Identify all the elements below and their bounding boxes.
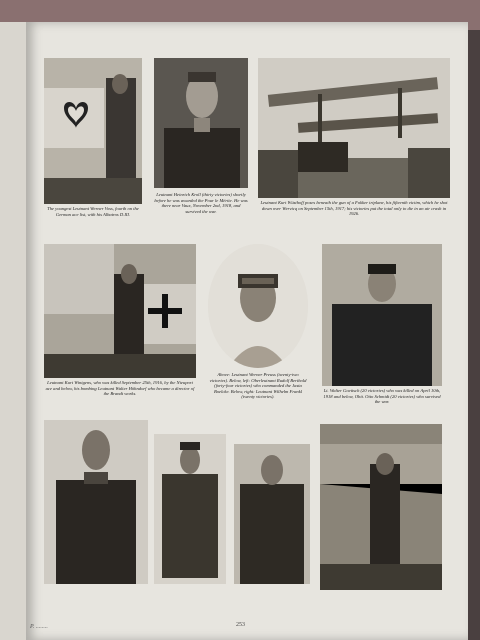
book-page [26,22,468,640]
photo-wintgens [44,244,196,378]
photo-voss-albatros [44,58,142,204]
photo-kroll [154,58,248,188]
photo-officer-2 [154,434,226,584]
caption-goettsch: Lt. Walter Goettsch (20 victories) who was killed on April 10th, 1918 and below, Obit. Otto Schmidt (20 victories) who survived the war. [323,388,441,405]
corner-mark: P. ........ [30,624,48,630]
photo-officer-1 [44,420,148,584]
photo-preuss-portrait [208,244,308,368]
caption-preuss: Above: Leutnant Werner Preuss (twenty-two victories). Below, left: Oberleutnant Rudolf Berthold (forty-four victories) who commanded the Jasta Boelcke. Below, right: Leutnant Wilhelm Frankl (twenty victories). [209,372,307,400]
caption-kroll: Leutnant Heinrich Kroll (thirty victories) shortly before he was awarded the Pour le Mérite. He was there near Vaux, November 2nd, 1918, and survived the war. [154,192,248,214]
photo-officer-3 [234,444,310,584]
photo-goettsch [322,244,442,386]
photo-officer-aircraft [320,424,442,590]
photo-wusthoff-triplane [258,58,450,198]
caption-wintgens: Leutnant Kurt Wintgens, who was killed September 25th, 1916, by the Nieuport ace and below, his bombing Leutnant Walter Höhndorf who became a director of the Brandt works. [45,380,195,397]
caption-voss: The youngest Leutnant Werner Voss, fourth on the German ace list, with his Albatros D.III. [47,206,139,217]
caption-wusthoff: Leutnant Kurt Wüsthoff poses beneath the gun of a Fokker triplane, his fifteenth victim, which he shot down over Wervicq on September 15th, 1917; his victories put the total only to die in an air crash in 1926. [260,200,448,217]
page-number: 253 [236,622,245,628]
